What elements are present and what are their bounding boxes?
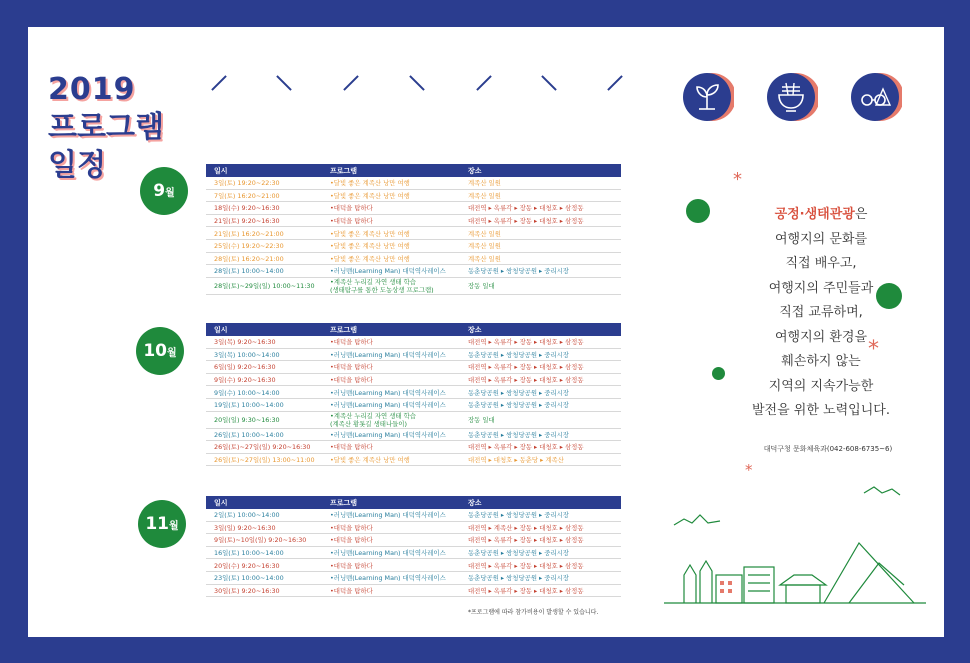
- row-place: 동춘당공원 ▸ 쌍청당공원 ▸ 중리시장: [460, 509, 621, 521]
- row-program: •러닝맨(Learning Man) 대덕역사레이스: [322, 265, 460, 278]
- table-row: [206, 534, 621, 547]
- row-program: •대덕을 탐하다: [322, 441, 460, 454]
- row-program: •계족산 누리길 자연 생태 학습 (생태탐구를 통한 도농상생 프로그램): [322, 277, 460, 294]
- message-line: 여행지의 문화를: [774, 231, 868, 247]
- row-place: 동춘당공원 ▸ 쌍청당공원 ▸ 중리시장: [460, 428, 621, 441]
- table-row: [206, 441, 621, 454]
- table-row: [206, 177, 621, 189]
- row-program: •대덕을 탐하다: [322, 534, 460, 547]
- table-row: [206, 584, 621, 597]
- row-date: 20일(일) 9:30~16:30: [206, 411, 322, 428]
- slash-decor: [476, 75, 492, 91]
- row-place: 대전역 ▸ 옥류각 ▸ 장동 ▸ 대청호 ▸ 삼정동: [460, 559, 621, 572]
- message-line: 훼손하지 않는: [781, 354, 861, 369]
- row-date: 21일(토) 9:20~16:30: [206, 214, 322, 227]
- row-place: 장동 일대: [460, 277, 621, 294]
- row-place: 대전역 ▸ 대청호 ▸ 동춘당 ▸ 계족산: [460, 453, 621, 466]
- schedule-table-oct: [206, 323, 621, 466]
- row-date: 6일(일) 9:20~16:30: [206, 361, 322, 374]
- row-date: 20일(수) 9:20~16:30: [206, 559, 322, 572]
- row-place: 대전역 ▸ 옥류각 ▸ 장동 ▸ 대청호 ▸ 삼정동: [460, 534, 621, 547]
- header-place: 장소: [460, 164, 621, 177]
- row-place: 계족산 일원: [460, 252, 621, 265]
- row-place: 대전역 ▸ 옥류각 ▸ 장동 ▸ 대청호 ▸ 삼정동: [460, 214, 621, 227]
- month-badge-oct: 10월: [136, 327, 184, 375]
- row-date: 3일(목) 10:00~14:00: [206, 348, 322, 361]
- row-date: 26일(토) 10:00~14:00: [206, 428, 322, 441]
- row-date: 9일(토)~10일(일) 9:20~16:30: [206, 534, 322, 547]
- table-row: [206, 386, 621, 399]
- row-program: •계족산 누리길 자연 생태 학습 (계족산 황톳길 생태나들이): [322, 411, 460, 428]
- row-date: 3일(일) 9:20~16:30: [206, 521, 322, 534]
- row-place: 대전역 ▸ 옥류각 ▸ 장동 ▸ 대청호 ▸ 삼정동: [460, 202, 621, 215]
- row-date: 3일(목) 9:20~16:30: [206, 336, 322, 348]
- table-row: [206, 373, 621, 386]
- row-place: 대전역 ▸ 계족산 ▸ 장동 ▸ 대청호 ▸ 삼정동: [460, 521, 621, 534]
- row-date: 21일(토) 16:20~21:00: [206, 227, 322, 240]
- table-row: [206, 559, 621, 572]
- row-program: •달빛 좋은 계족산 낭만 여행: [322, 453, 460, 466]
- message-line: 여행지의 주민들과: [768, 280, 874, 296]
- row-date: 28일(토) 16:20~21:00: [206, 252, 322, 265]
- row-date: 23일(토) 10:00~14:00: [206, 571, 322, 584]
- table-row: [206, 202, 621, 215]
- row-place: 대전역 ▸ 옥류각 ▸ 장동 ▸ 대청호 ▸ 삼정동: [460, 584, 621, 597]
- row-place: 대전역 ▸ 옥류각 ▸ 장동 ▸ 대청호 ▸ 삼정동: [460, 441, 621, 454]
- footnote: *프로그램에 따라 참가비용이 발생할 수 있습니다.: [468, 609, 599, 616]
- table-row: [206, 277, 621, 294]
- landscape-illustration: [664, 475, 926, 607]
- row-program: •러닝맨(Learning Man) 대덕역사레이스: [322, 509, 460, 521]
- row-date: 9일(수) 9:20~16:30: [206, 373, 322, 386]
- asterisk-decor: *: [733, 169, 742, 190]
- row-program: •러닝맨(Learning Man) 대덕역사레이스: [322, 348, 460, 361]
- header-date: 일시: [206, 323, 322, 336]
- row-date: 2일(토) 10:00~14:00: [206, 509, 322, 521]
- table-row: [206, 252, 621, 265]
- table-row: [206, 214, 621, 227]
- row-place: 장동 일대: [460, 411, 621, 428]
- row-program: •러닝맨(Learning Man) 대덕역사레이스: [322, 386, 460, 399]
- row-place: 동춘당공원 ▸ 쌍청당공원 ▸ 중리시장: [460, 546, 621, 559]
- header-program: 프로그램: [322, 496, 460, 509]
- header-date: 일시: [206, 496, 322, 509]
- table-header-row: [206, 164, 621, 177]
- row-date: 28일(토)~29일(일) 10:00~11:30: [206, 277, 322, 294]
- table-row: [206, 336, 621, 348]
- table-row: [206, 398, 621, 411]
- message-line: 직접 교류하며,: [779, 305, 863, 320]
- slash-decor: [409, 75, 425, 91]
- table-row: [206, 239, 621, 252]
- table-row: [206, 453, 621, 466]
- table-header-row: [206, 496, 621, 509]
- row-program: •대덕을 탐하다: [322, 559, 460, 572]
- row-date: 30일(토) 9:20~16:30: [206, 584, 322, 597]
- header-program: 프로그램: [322, 164, 460, 177]
- row-program: •대덕을 탐하다: [322, 373, 460, 386]
- slash-decor: [607, 75, 623, 91]
- row-date: 7일(토) 16:20~21:00: [206, 189, 322, 202]
- row-program: •달빛 좋은 계족산 낭만 여행: [322, 239, 460, 252]
- row-date: 26일(토)~27일(일) 13:00~11:00: [206, 453, 322, 466]
- slash-decor: [343, 75, 359, 91]
- title-line1: 프로그램: [48, 110, 164, 145]
- department-contact: 대덕구청 문화체육과(042-608-6735~6): [763, 445, 893, 453]
- slash-decor: [276, 75, 292, 91]
- row-place: 동춘당공원 ▸ 쌍청당공원 ▸ 중리시장: [460, 348, 621, 361]
- row-program: •달빛 좋은 계족산 낭만 여행: [322, 189, 460, 202]
- row-place: 대전역 ▸ 옥류각 ▸ 장동 ▸ 대청호 ▸ 삼정동: [460, 336, 621, 348]
- row-program: •대덕을 탐하다: [322, 584, 460, 597]
- row-place: 동춘당공원 ▸ 쌍청당공원 ▸ 중리시장: [460, 571, 621, 584]
- row-program: •대덕을 탐하다: [322, 521, 460, 534]
- table-row: [206, 227, 621, 240]
- row-program: •달빛 좋은 계족산 낭만 여행: [322, 252, 460, 265]
- table-row: [206, 521, 621, 534]
- sprout-icon: [682, 71, 734, 123]
- row-program: •달빛 좋은 계족산 낭만 여행: [322, 177, 460, 189]
- message-line: 발전을 위한 노력입니다.: [752, 403, 890, 418]
- row-place: 계족산 일원: [460, 239, 621, 252]
- row-program: •러닝맨(Learning Man) 대덕역사레이스: [322, 546, 460, 559]
- month-badge-nov: 11월: [138, 500, 186, 548]
- row-date: 28일(토) 10:00~14:00: [206, 265, 322, 278]
- slash-decor: [541, 75, 557, 91]
- asterisk-decor: *: [868, 337, 879, 362]
- schedule-table-nov: [206, 496, 621, 597]
- row-program: •달빛 좋은 계족산 낭만 여행: [322, 227, 460, 240]
- message-line: 여행지의 환경을: [774, 329, 868, 345]
- header-place: 장소: [460, 496, 621, 509]
- table-row: [206, 348, 621, 361]
- asterisk-decor: *: [745, 461, 753, 479]
- row-program: •대덕을 탐하다: [322, 202, 460, 215]
- header-program: 프로그램: [322, 323, 460, 336]
- row-place: 계족산 일원: [460, 227, 621, 240]
- schedule-table-sep: [206, 164, 621, 295]
- row-date: 18일(수) 9:20~16:30: [206, 202, 322, 215]
- header-date: 일시: [206, 164, 322, 177]
- title-year: 2019: [48, 72, 136, 107]
- table-row: [206, 509, 621, 521]
- table-row: [206, 571, 621, 584]
- row-program: •러닝맨(Learning Man) 대덕역사레이스: [322, 571, 460, 584]
- row-program: •대덕을 탐하다: [322, 214, 460, 227]
- table-row: [206, 361, 621, 374]
- table-row: [206, 411, 621, 428]
- row-place: 계족산 일원: [460, 177, 621, 189]
- row-date: 26일(토)~27일(일) 9:20~16:30: [206, 441, 322, 454]
- table-row: [206, 428, 621, 441]
- row-date: 16일(토) 10:00~14:00: [206, 546, 322, 559]
- row-place: 대전역 ▸ 옥류각 ▸ 장동 ▸ 대청호 ▸ 삼정동: [460, 373, 621, 386]
- table-row: [206, 189, 621, 202]
- row-program: •러닝맨(Learning Man) 대덕역사레이스: [322, 428, 460, 441]
- row-place: 계족산 일원: [460, 189, 621, 202]
- poster-card: [28, 27, 944, 637]
- row-place: 동춘당공원 ▸ 쌍청당공원 ▸ 중리시장: [460, 386, 621, 399]
- noodle-bowl-icon: [766, 71, 818, 123]
- table-row: [206, 546, 621, 559]
- row-program-sub: (생태탐구를 통한 도농상생 프로그램): [330, 285, 434, 294]
- row-date: 9일(수) 10:00~14:00: [206, 386, 322, 399]
- row-program: •대덕을 탐하다: [322, 336, 460, 348]
- message-line: 직접 배우고,: [785, 256, 857, 271]
- row-date: 25일(수) 19:20~22:30: [206, 239, 322, 252]
- slash-decor: [211, 75, 227, 91]
- row-date: 19일(토) 10:00~14:00: [206, 398, 322, 411]
- tourism-message: [716, 203, 926, 424]
- row-date: 3일(토) 19:20~22:30: [206, 177, 322, 189]
- green-dot: [686, 199, 710, 223]
- table-row: [206, 265, 621, 278]
- row-program: •대덕을 탐하다: [322, 361, 460, 374]
- page-title: [48, 71, 164, 185]
- header-place: 장소: [460, 323, 621, 336]
- message-line: 지역의 지속가능한: [768, 378, 874, 394]
- row-place: 동춘당공원 ▸ 쌍청당공원 ▸ 중리시장: [460, 265, 621, 278]
- row-program-sub: (계족산 황톳길 생태나들이): [330, 419, 407, 428]
- row-place: 대전역 ▸ 옥류각 ▸ 장동 ▸ 대청호 ▸ 삼정동: [460, 361, 621, 374]
- table-header-row: [206, 323, 621, 336]
- message-line-1: 공정·생태관광은: [774, 207, 868, 222]
- row-place: 동춘당공원 ▸ 쌍청당공원 ▸ 중리시장: [460, 398, 621, 411]
- title-line2: 일정: [48, 148, 106, 183]
- month-badge-sep: 9월: [140, 167, 188, 215]
- binoculars-icon: [850, 71, 902, 123]
- row-program: •러닝맨(Learning Man) 대덕역사레이스: [322, 398, 460, 411]
